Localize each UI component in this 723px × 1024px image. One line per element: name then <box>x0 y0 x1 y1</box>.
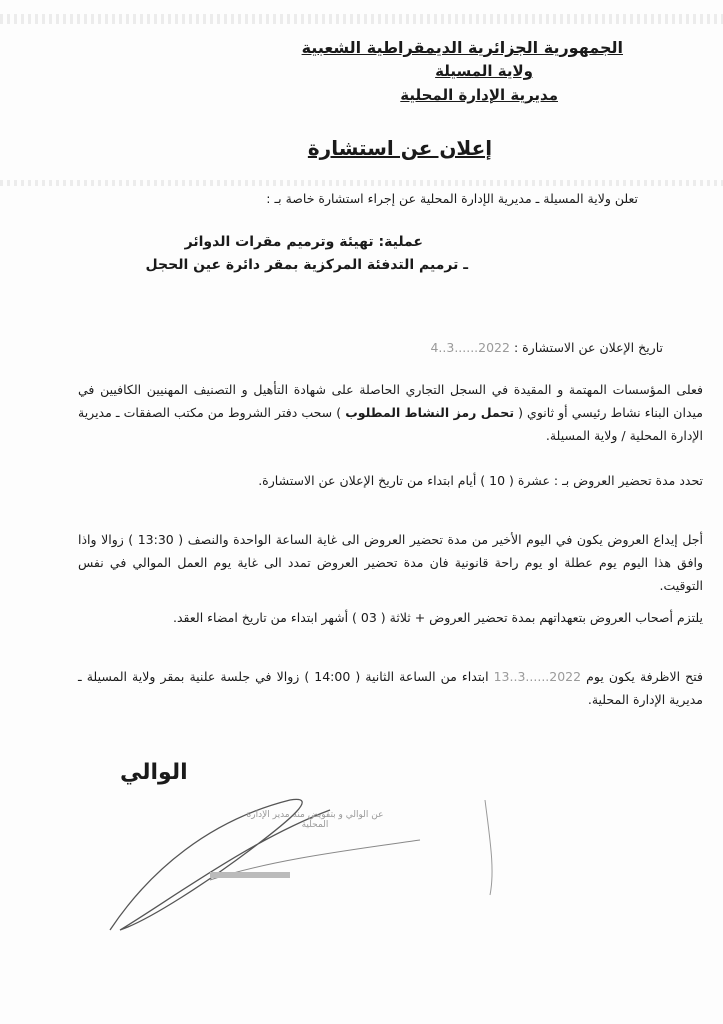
announcement-date-label: تاريخ الإعلان عن الاستشارة : <box>513 340 663 355</box>
announcement-date-value: 2022......3..4 <box>430 340 510 355</box>
paragraph-text: فتح الاظرفة يكون يوم <box>586 669 703 684</box>
paragraph-duration: تحدد مدة تحضير العروض بـ : عشرة ( 10 ) أيام ابتداء من تاريخ الإعلان عن الاستشارة. <box>258 473 703 488</box>
paragraph-eligibility <box>78 378 703 447</box>
paragraph-validity: يلتزم أصحاب العروض بتعهداتهم بمدة تحضير العروض + ثلاثة ( 03 ) أشهر ابتداء من تاريخ امضاء العقد. <box>173 610 703 625</box>
signature-scribble-icon <box>90 780 510 940</box>
header-republic: الجمهورية الجزائرية الديمقراطية الشعبية <box>301 38 623 57</box>
sub-operation-title: ـ ترميم التدفئة المركزية بمقر دائرة عين الحجل <box>145 257 468 273</box>
stamp-signature <box>90 780 510 940</box>
activity-code-note: تحمل رمز النشاط المطلوب <box>345 405 515 420</box>
scan-noise <box>0 14 723 24</box>
paragraph-text: فعلى المؤسسات المهتمة و المقيدة في السجل التجاري الحاصلة على شهادة التأهيل و التصنيف المهنيين الكافيين في ميدان البناء نشاط رئيسي أو ثانوي ( <box>78 382 703 420</box>
opening-date: 2022......3..13 <box>493 669 582 684</box>
paragraph-deadline: أجل إيداع العروض يكون في اليوم الأخير من مدة تحضير العروض الى غاية الساعة الواحدة والنصف ( 13:30 ) زوالا واذا وافق هذا اليوم يوم عطلة او يوم راحة قانونية فان مدة تحضير العروض تمدد الى غاية يوم العمل الموالي في نفس التوقيت. <box>78 532 703 593</box>
paragraph-opening <box>78 665 703 711</box>
paragraph-text: ) سحب دفتر الشروط من مكتب الصفقات ـ مديرية الإدارة المحلية / ولاية المسيلة. <box>78 405 703 443</box>
signature-title: الوالي <box>120 760 188 785</box>
announcement-date <box>430 340 663 355</box>
intro-line: تعلن ولاية المسيلة ـ مديرية الإدارة المحلية عن إجراء استشارة خاصة بـ : <box>266 191 638 206</box>
stamp-text: عن الوالي و بتفويض منه مدير الإدارة المحلية <box>246 810 384 830</box>
operation-title: عملية: تهيئة وترميم مقرات الدوائر <box>184 234 423 250</box>
paragraph-text: ابتداء من الساعة الثانية ( 14:00 ) زوالا في جلسة علنية بمقر ولاية المسيلة ـ مديرية الإدارة المحلية. <box>78 669 703 707</box>
header-directorate: مديرية الإدارة المحلية <box>400 86 558 104</box>
scan-noise <box>0 180 723 186</box>
page-title: إعلان عن استشارة <box>307 136 493 160</box>
header-wilaya: ولاية المسيلة <box>435 62 533 80</box>
